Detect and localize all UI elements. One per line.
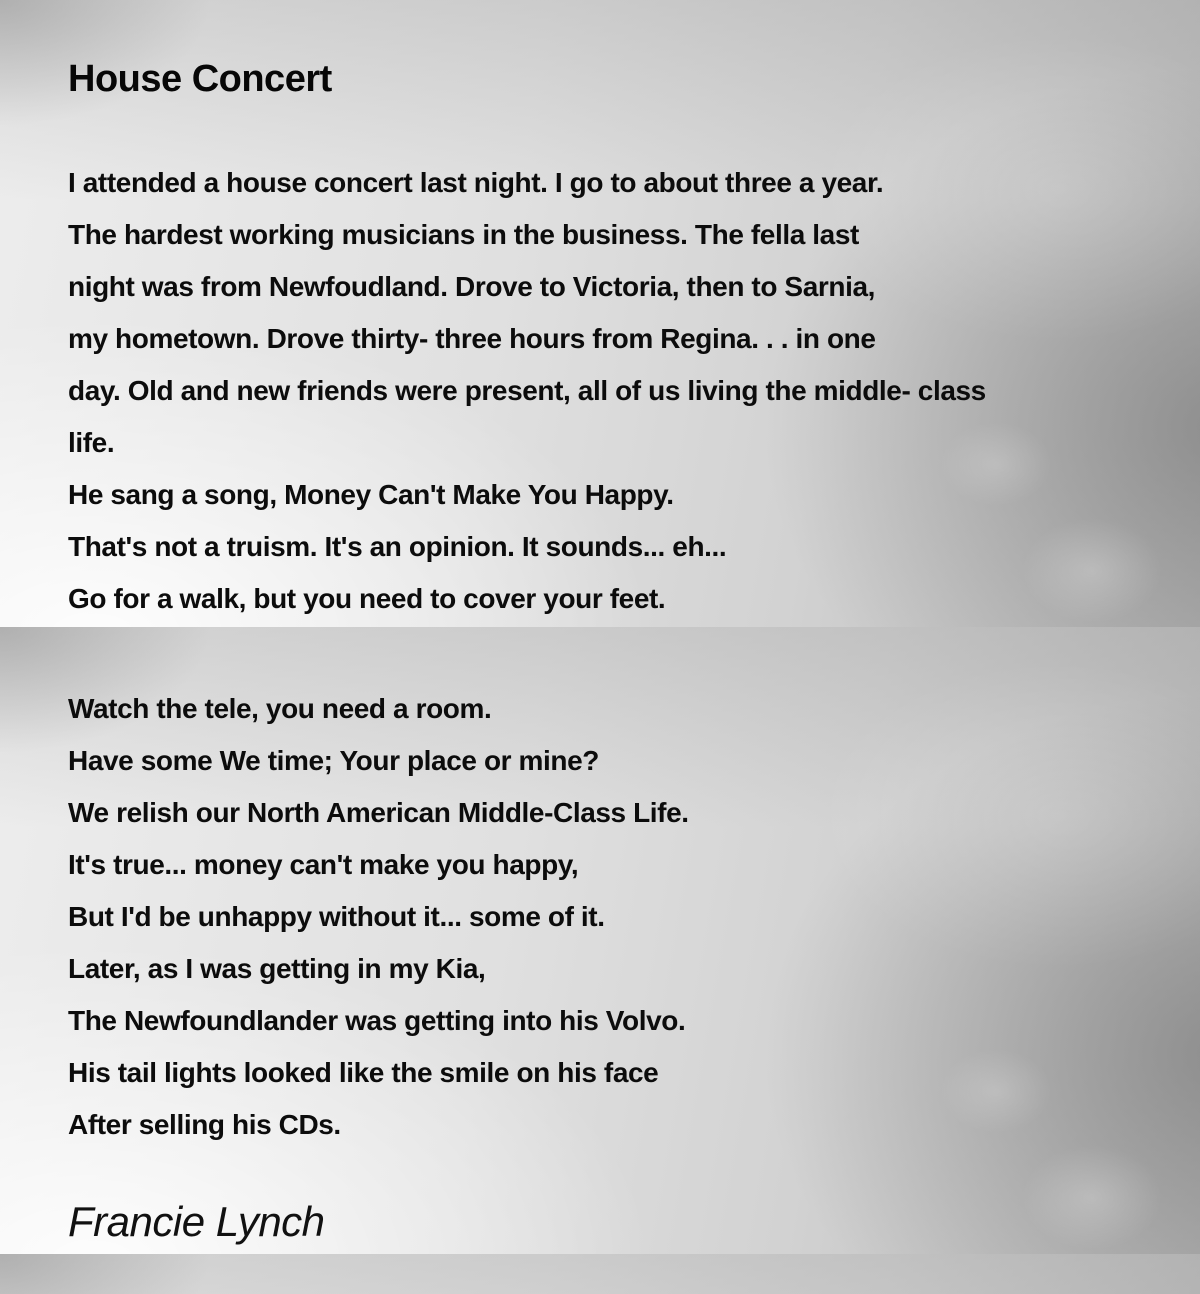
poem-line: Watch the tele, you need a room. [68,693,492,724]
poem-line: He sang a song, Money Can't Make You Happy. [68,479,674,510]
poem-title: House Concert [68,58,332,100]
poem-line: We relish our North American Middle-Class Life. [68,797,689,828]
poem-author-signature: Francie Lynch [68,1198,325,1245]
poem-line: my hometown. Drove thirty- three hours from Regina. . . in one [68,323,876,354]
poem-line: After selling his CDs. [68,1109,341,1140]
poem-line: His tail lights looked like the smile on his face [68,1057,659,1088]
poem-line: Later, as I was getting in my Kia, [68,953,486,984]
poem-line: Have some We time; Your place or mine? [68,745,599,776]
poem-line: night was from Newfoudland. Drove to Victoria, then to Sarnia, [68,271,875,302]
poem-line: The Newfoundlander was getting into his Volvo. [68,1005,686,1036]
poem-line: Go for a walk, but you need to cover your feet. [68,583,666,614]
poem-line: But I'd be unhappy without it... some of it. [68,901,605,932]
poem-stanza-2 [68,683,1170,1151]
poem-line: That's not a truism. It's an opinion. It sounds... eh... [68,531,727,562]
poem-stanza-1 [68,157,1170,625]
poem-line: life. [68,427,115,458]
background-tile [0,1254,1200,1294]
poem-line: I attended a house concert last night. I go to about three a year. [68,167,884,198]
poem-line: The hardest working musicians in the business. The fella last [68,219,859,250]
poem-line: day. Old and new friends were present, all of us living the middle- class [68,375,986,406]
poem-line: It's true... money can't make you happy, [68,849,579,880]
